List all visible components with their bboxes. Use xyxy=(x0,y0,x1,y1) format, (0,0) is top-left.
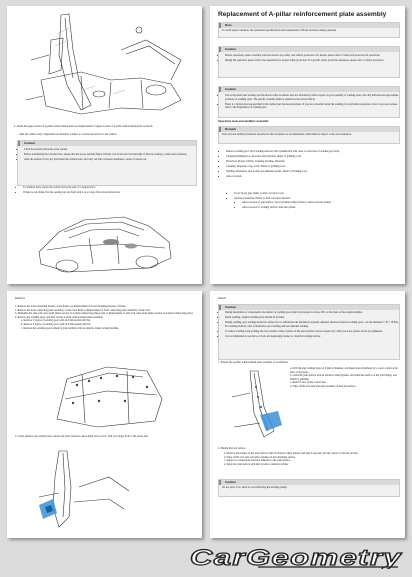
remark-text: The tools and auxiliary materials described in this document are recommended, which shall be subject to the actual situation. xyxy=(222,133,352,136)
manual-page-4 xyxy=(210,291,405,538)
caution-item: • Clean the sealant before the cured sealant. xyxy=(24,148,196,152)
reinforcement-plate-drawing xyxy=(220,367,396,443)
tools-subitem: • Tools: Spray gun, flutter to Anti-corrosion tools. xyxy=(234,192,400,196)
a-pillar-removal-drawing xyxy=(19,447,139,533)
page-title: Replacement of A-pillar reinforcement plate assembly xyxy=(218,11,387,18)
install-step-1: 1. Prepare the A-pillar reinforcement plate assembly to be installed. xyxy=(218,361,289,364)
install-substep: b. Grind the joint surface with an abrasive wheel grinder, and polish the surface of the joint flange, and finish by grinding. xyxy=(290,374,397,381)
install-substep-2: a. Remove the residue on the joint surface with an abrasive wheel grinder and sand it exposed, and the contact is smooth and flat. xyxy=(224,452,359,455)
after-item: • To simulate these repairs the sealant before the end of corrugated box. xyxy=(23,186,199,190)
remove-substep: c. Remove the welding spots formed by plug welding with an abrasive wheel cutting machine. xyxy=(21,326,119,330)
ops-heading: Operation tools and auxiliary materials xyxy=(218,119,269,123)
tools-item: • Cleaning/trimming box: Abrasive wheel grinder, flutter to grinding tools. xyxy=(226,155,402,159)
install-heading: Install xyxy=(218,296,226,300)
install-substep: c. Remove burr on the contact line. xyxy=(290,381,327,385)
vehicle-body-drawing xyxy=(29,202,179,278)
primer-caution-box xyxy=(218,479,400,497)
install-caution-item: • It is recommended to use the tool clock and degreasing cleaner to clean the bonding surface. xyxy=(225,335,399,339)
tools-sub2item: • Anti-corrosion of joint surface: Spot weldable primer, flutter to Anti-corrosion primer. xyxy=(242,201,400,205)
install-substep-2: d. Spray the joint surface with zinc powder conductive primer. xyxy=(224,462,289,466)
cargeometry-logo xyxy=(188,545,406,569)
remark-header: Remark xyxy=(219,127,399,132)
remove-step: 2. Remove the front connecting plate assembly of side wall, Refer to Replacement of front connecting plate assembly of side wall. xyxy=(15,308,151,312)
weld-spots-drawing xyxy=(37,359,177,431)
caution-item: • Before transferring the corroded area, ensure that the area is securely fitted, and that coat or the new bolt and tight of head no sealing or other extra creations. xyxy=(24,153,196,157)
tools-sub2list xyxy=(236,201,400,211)
remove-step: 3. Dismantle the side wall outer panel (inner section of A-pillar reinforcing plate), refer to Replacement of side wall outer panel (inner section of A-pillar reinforcing plate). xyxy=(15,312,194,316)
tools-item: • Welding: Resistance spot welder, gas shielded welder, flutter to Welding tools. xyxy=(226,170,402,174)
install-caution-item: • To reduce welding, hole welding, the two possible welds of plates of the joint position can be torqued very with your tools, plastic and be pre-tightened. xyxy=(225,330,399,334)
install-step-2-subs xyxy=(224,452,396,466)
tools-list xyxy=(220,150,402,180)
tools-sub2item: • Anti-corrosion of welding surface: Anti-rust primer. xyxy=(242,206,400,210)
safety-caution-item: • Before operations, please carefully read and observe any safety and vehicle protection. For details, please refer to Safety and protection in operations. xyxy=(225,54,399,58)
step-4-sub-text: After the vehicle body components are installed, conduct a corrosion protection to the vehicle. xyxy=(19,133,117,136)
install-substep-2: b. Wipe off the iron dust and other residues on the remaining surface. xyxy=(224,455,296,459)
remove-substep: a. Remove 3 layers of welding spots with an 8 mm spatula drill bit. xyxy=(21,319,91,323)
svg-text:CarGeometry: CarGeometry xyxy=(190,545,404,569)
note-box xyxy=(218,22,400,38)
after-item: • If there is a problem, first the sealing part and brief with L.A so long of the actual subtraction. xyxy=(23,191,199,195)
caution-item: • After the sealant of bolt, dry and install the welded parts, and carry out anti-corrosion treatment to areas of current cut. xyxy=(24,158,196,162)
remove-heading: Remove xyxy=(15,296,25,300)
remove-steps xyxy=(15,305,195,330)
welding-caution-item: • There is a friction process specified in the welded part between structures. If you are concerned about the welding, for any further questions or how to proceed, please refer to the Explanation of welding spot. xyxy=(225,103,399,110)
install-substep-2: c. Apply two-component structural adhesive to the joint surface. xyxy=(224,459,291,463)
remark-box xyxy=(218,126,400,144)
install-caution-item: • When welding, original welding spots should be avoided. xyxy=(225,316,399,320)
install-caution-box xyxy=(218,304,400,360)
manual-page-2 xyxy=(210,6,405,284)
note-text: To avoid repair confusion, the operational specifications and requirements of Body structure joining operation. xyxy=(222,29,337,32)
tools-item: • Anti-corrosion: xyxy=(226,175,402,179)
remove-step: 4. Remove the welding spots, and then cut the A-pillar reinforcement plate assembly. xyxy=(15,315,104,319)
safety-caution-item: • During the operation, please follow the regulations for proper safety protection. For specific safety protection measures, please refer to Safety protection. xyxy=(225,59,399,63)
welding-caution-box xyxy=(218,86,400,118)
step-4-text: 4. Install the upper section of A-pillar reinforcement plate, see Replacement of upper section of A-pillar reinforcement plate section 8. xyxy=(14,125,154,128)
install-caution-header: Caution xyxy=(219,305,399,310)
install-caution-item: • During installation of components, the number of welding spots shall be increased to above 20% on the basis of the original number. xyxy=(225,311,399,315)
remove-step-5: 5. Lastly, Remove the welded parts, remove the joint clearance, the A-pillar brace lower; with your upper front to the lower side. xyxy=(15,435,149,438)
note-header: Note xyxy=(219,23,399,28)
safety-caution-box xyxy=(218,46,400,78)
install-substep: a. Drill the plug welding holes of 8 mm in diameter, and make holes chamfered by a cone to remove the burrs of the holes. xyxy=(290,367,398,374)
caution-header: Caution xyxy=(18,141,196,146)
tools-subitem: • Auxiliary materials: Flutter to Anti-corrosion material: xyxy=(234,197,400,201)
welding-caution-item: • The weld pattern and welding specifications in this document does not exclusively reflect repairs. A good quantity of welding spots, but only indicates the approximate positions of welding spots. The specific quantity shall be adjusted to the actual vehicle. xyxy=(225,94,399,101)
primer-caution-header: Caution xyxy=(219,480,399,485)
install-step-2: 2. Handle the joint surface. xyxy=(218,447,247,450)
welding-caution-header: Caution xyxy=(219,87,399,92)
remove-step: 1. Remove the lower mounting bracket of the frame, see Replacement of lower mounting bracket of frame. xyxy=(15,305,126,308)
manual-page-1 xyxy=(7,6,202,284)
remove-substep: b. Remove 2 layers of welding spots with an 8 mm spatula drill bit. xyxy=(21,322,91,326)
primer-caution-text: Do not spray it too thick to avoid affecting the welding quality. xyxy=(222,486,288,489)
safety-caution-header: Caution xyxy=(219,47,399,52)
install-caution-item: • During welding, spot welding should be carried out to confirm that the machine is properly adjusted: distance between welding spots = pit dia thickness * 20 + 10 mm. For welding method, refer to Resistance spot welding and Gas shielded welding. xyxy=(225,321,399,328)
manual-page-3 xyxy=(7,291,202,538)
tools-item: • Protection: Protect vehicle; Cleaning machine, materials. xyxy=(226,160,402,164)
tools-item: • Cleaning: Degreaser, rags, cloth; Flutter to grinding tools. xyxy=(226,165,402,169)
tools-item: • Remove welding spot: Spot welding removal drill, spanish hole drill, steel or extraction of welding spot body. xyxy=(226,150,402,154)
a-pillar-cutaway-drawing xyxy=(21,10,191,122)
install-substep: d. Wipe off the iron dust and other residues on the joint surface. xyxy=(290,384,357,388)
caution-box xyxy=(17,140,197,186)
